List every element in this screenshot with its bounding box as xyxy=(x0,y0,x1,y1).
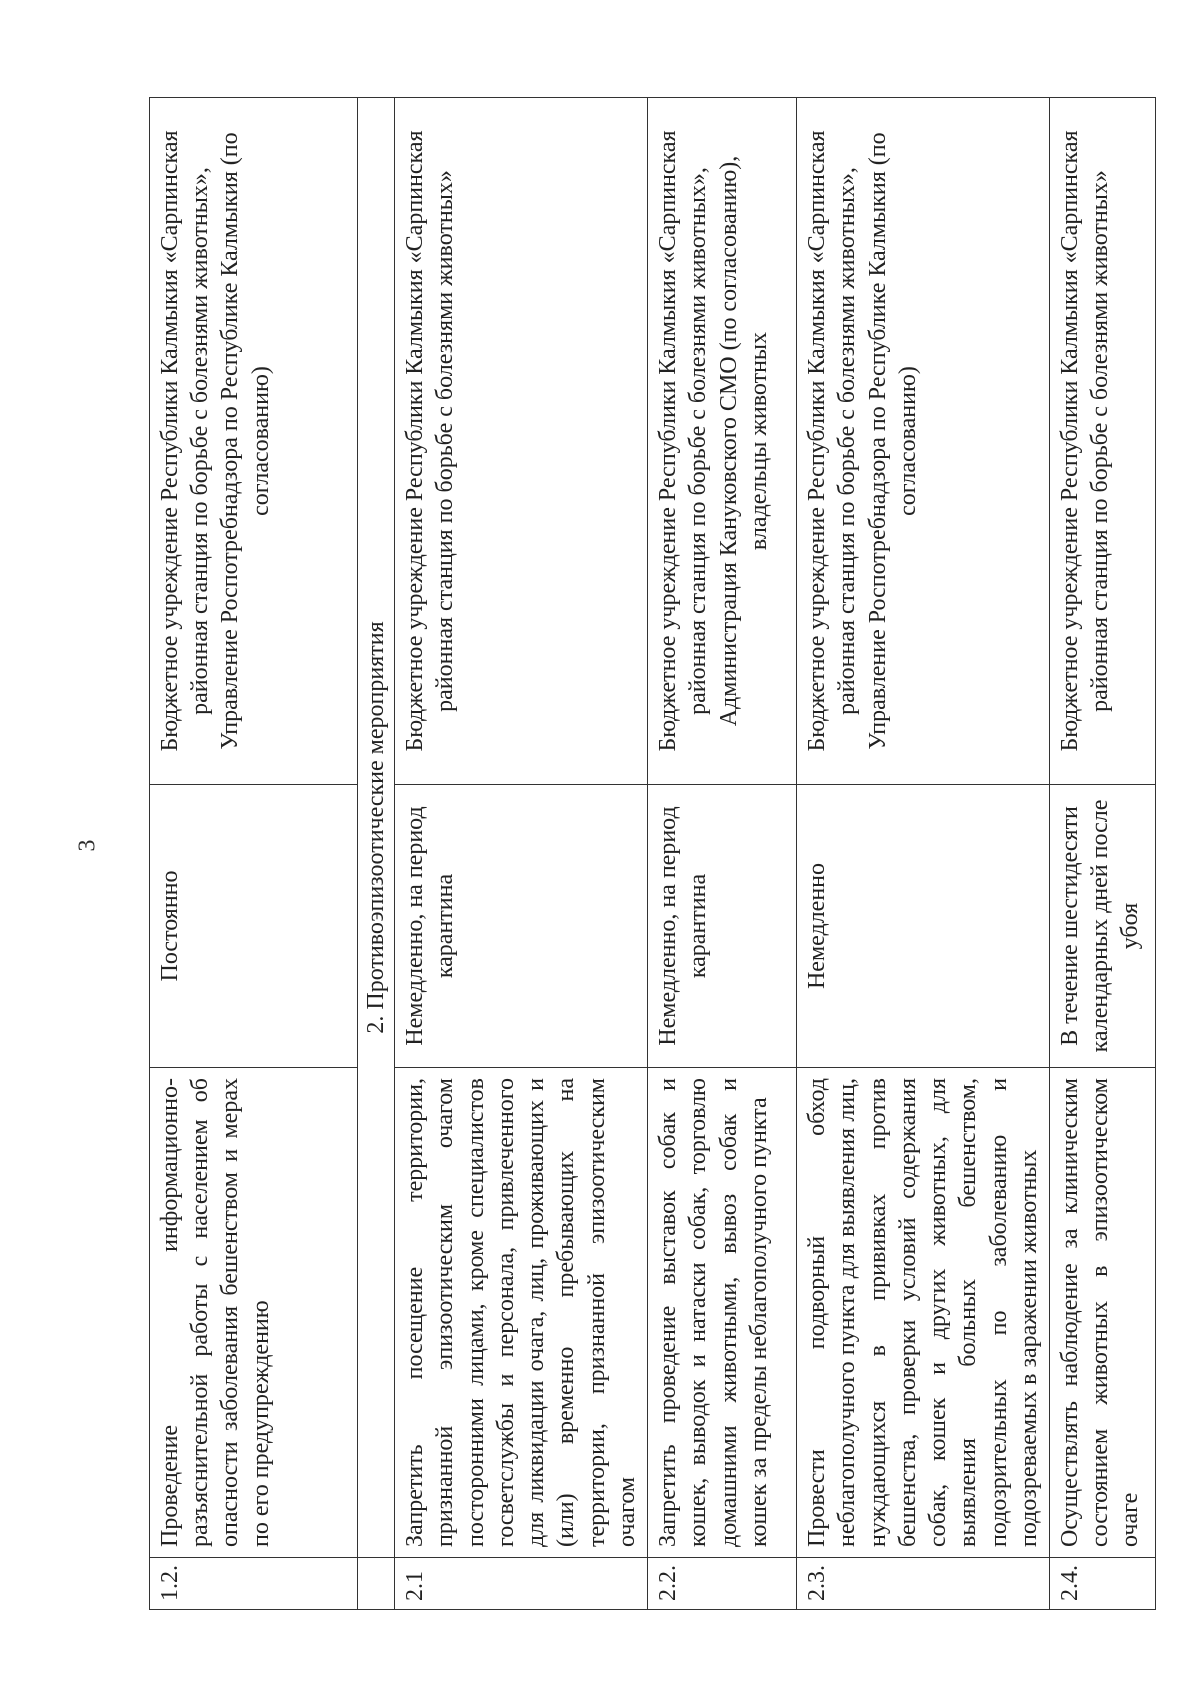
section-header-row xyxy=(358,98,395,1610)
table-row xyxy=(797,98,1050,1610)
measure-text: Запретить посещение территории, признанной эпизоотическим очагом посторонними лицами, кроме специалистов госветслужбы и персонала, привлеченного для ликвидации очага, лиц, проживающих и (или) временно пребывающих на территории, признанной эпизоотическим очагом xyxy=(395,1068,648,1558)
responsible-text: Бюджетное учреждение Республики Калмыкия «Сарпинская районная станция по борьбе с болезнями животных», Администрация Кануковского СМО (по согласованию), владельцы животных xyxy=(648,98,797,785)
table-row xyxy=(1049,98,1155,1610)
measure-text: Запретить проведение выставок собак и кошек, выводок и натаски собак, торговлю домашними животными, вывоз собак и кошек за пределы неблагополучного пункта xyxy=(648,1068,797,1558)
measures-table-wrapper xyxy=(149,98,1144,1610)
term-text: В течение шестидесяти календарных дней после убоя xyxy=(1049,785,1155,1068)
measure-text: Осуществлять наблюдение за клиническим состоянием животных в эпизоотическом очаге xyxy=(1049,1068,1155,1558)
term-text: Немедленно, на период карантина xyxy=(395,785,648,1068)
responsible-text: Бюджетное учреждение Республики Калмыкия «Сарпинская районная станция по борьбе с болезнями животных», Управление Роспотребнадзора по Республике Калмыкия (по согласованию) xyxy=(150,98,358,785)
table-row xyxy=(395,98,648,1610)
section-title: 2. Противоэпизоотические мероприятия xyxy=(358,98,395,1558)
row-number: 2.4. xyxy=(1049,1558,1155,1610)
responsible-text: Бюджетное учреждение Республики Калмыкия «Сарпинская районная станция по борьбе с болезнями животных», Управление Роспотребнадзора по Республике Калмыкия (по согласованию) xyxy=(797,98,1050,785)
section-number-cell xyxy=(358,1558,395,1610)
table-row xyxy=(648,98,797,1610)
table-row xyxy=(150,98,358,1610)
row-number: 2.1 xyxy=(395,1558,648,1610)
row-number: 2.3. xyxy=(797,1558,1050,1610)
measure-text: Провести подворный обход неблагополучного пункта для выявления лиц, нуждающихся в прививках против бешенства, проверки условий содержания собак, кошек и других животных, для выявления больных бешенством, подозрительных по заболеванию и подозреваемых в заражении животных xyxy=(797,1068,1050,1558)
term-text: Немедленно xyxy=(797,785,1050,1068)
row-number: 2.2. xyxy=(648,1558,797,1610)
term-text: Немедленно, на период карантина xyxy=(648,785,797,1068)
measure-text: Проведение информационно-разъяснительной работы с населением об опасности заболевания бешенством и мерах по его предупреждению xyxy=(150,1068,358,1558)
measures-table xyxy=(149,97,1156,1610)
responsible-text: Бюджетное учреждение Республики Калмыкия «Сарпинская районная станция по борьбе с болезнями животных» xyxy=(395,98,648,785)
row-number: 1.2. xyxy=(150,1558,358,1610)
page-number: 3 xyxy=(74,839,101,852)
term-text: Постоянно xyxy=(150,785,358,1068)
responsible-text: Бюджетное учреждение Республики Калмыкия «Сарпинская районная станция по борьбе с болезнями животных» xyxy=(1049,98,1155,785)
